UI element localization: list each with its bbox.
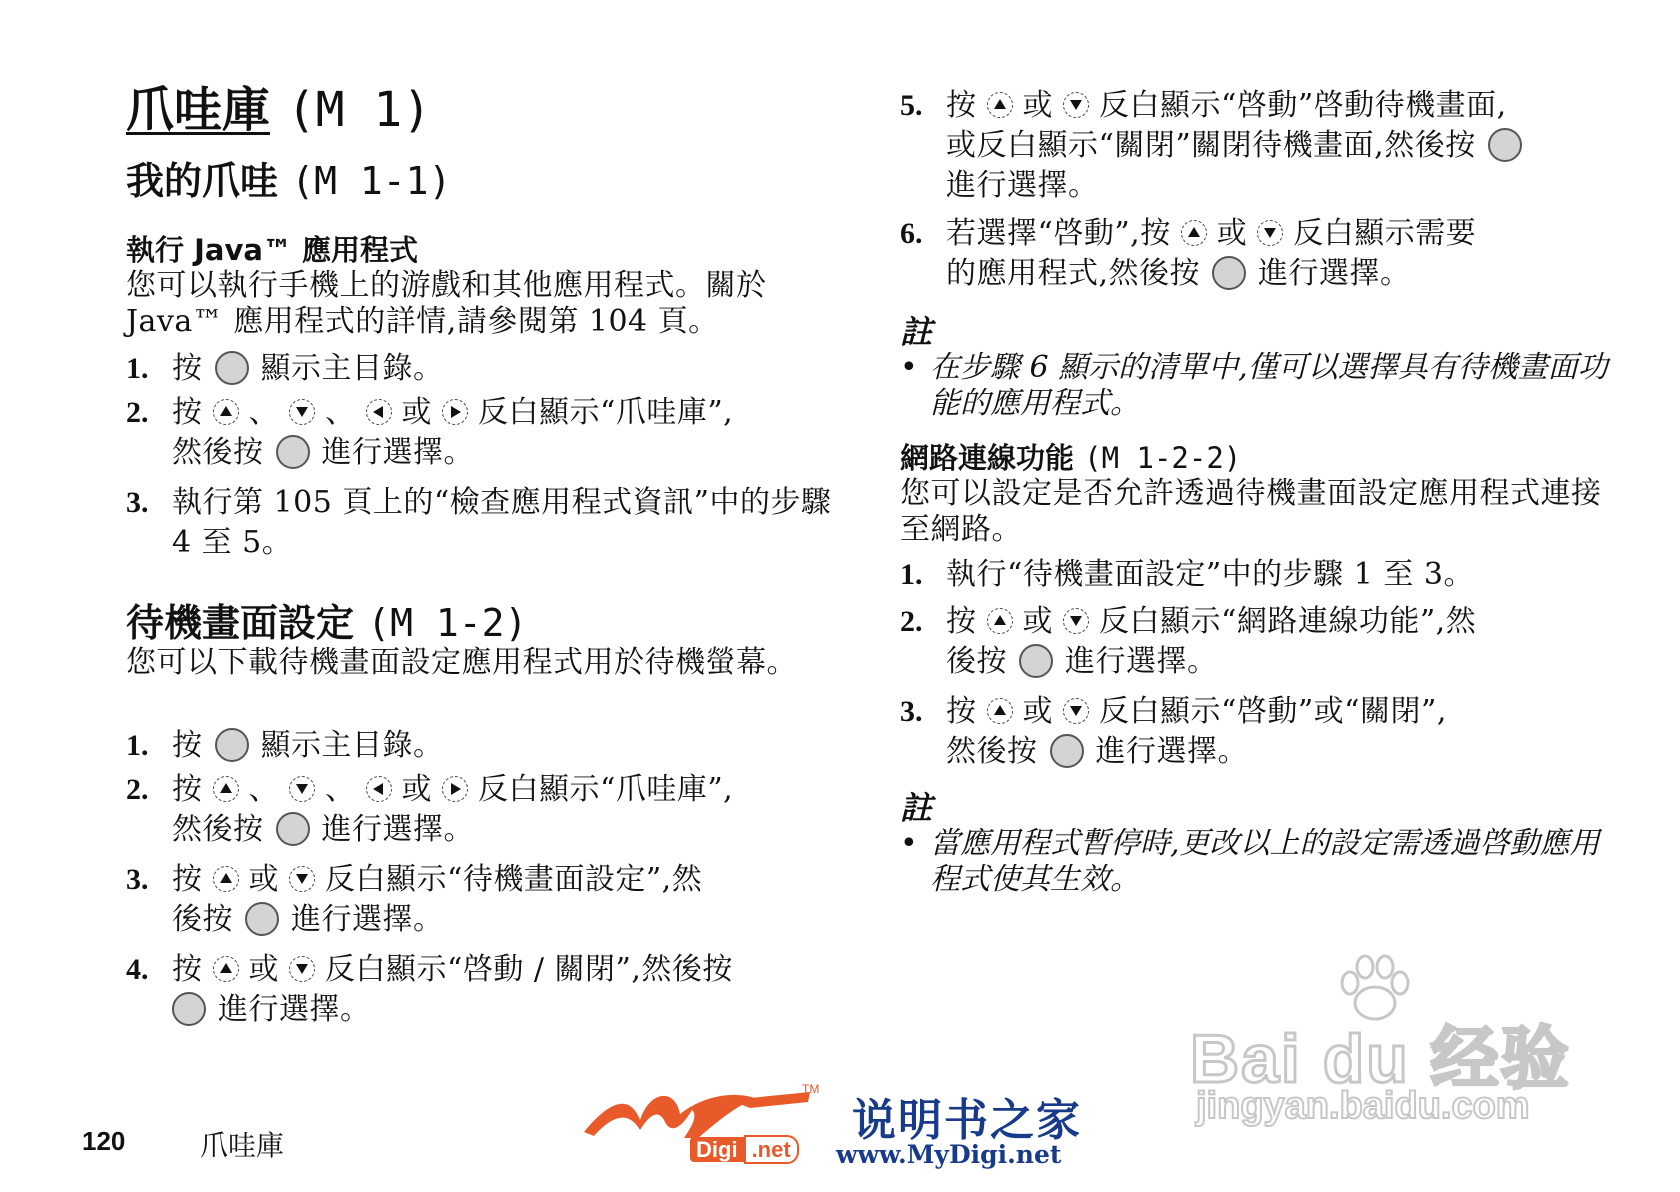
nav-left-icon: [366, 399, 392, 425]
select-key-icon: [1488, 128, 1522, 162]
nav-down-icon: [1063, 92, 1089, 118]
nav-up-icon: [987, 92, 1013, 118]
standby-step-6: 6. 若選擇“啓動”,按 或 反白顯示需要 的應用程式,然後按 進行選擇。: [900, 216, 1477, 291]
page-title: 爪哇庫 (M 1): [126, 82, 432, 138]
subheading-network: 網路連線功能 (M 1-2-2): [900, 441, 1242, 475]
nav-up-icon: [987, 608, 1013, 634]
section-heading-my-java: 我的爪哇 (M 1-1): [126, 159, 452, 203]
nav-up-icon: [213, 866, 239, 892]
note-item: • 當應用程式暫停時,更改以上的設定需透過啓動應用程式使其生效。: [900, 826, 1600, 897]
select-key-icon: [1212, 256, 1246, 290]
step-3: 3. 執行第 105 頁上的“檢查應用程式資訊”中的步驟 4 至 5。: [126, 485, 832, 560]
note-heading: 註: [900, 313, 933, 351]
subheading-run-java: 執行 Java™ 應用程式: [126, 233, 419, 267]
select-key-icon: [215, 351, 249, 385]
nav-down-icon: [289, 956, 315, 982]
note-item: • 在步驟 6 顯示的清單中,僅可以選擇具有待機畫面功能的應用程式。: [900, 350, 1608, 421]
select-key-icon: [245, 902, 279, 936]
network-step-1: 1. 執行“待機畫面設定”中的步驟 1 至 3。: [900, 557, 1474, 592]
nav-down-icon: [289, 866, 315, 892]
select-key-icon: [276, 435, 310, 469]
standby-step-5: 5. 按 或 反白顯示“啓動”啓動待機畫面, 或反白顯示“關閉”關閉待機畫面,然後按 進行選擇。: [900, 86, 1612, 206]
watermark-brand: Bai du 经验: [1190, 1021, 1571, 1097]
section-heading-standby: 待機畫面設定 (M 1-2): [126, 601, 528, 645]
baidu-watermark: [1190, 945, 1590, 1135]
note-heading: 註: [900, 789, 933, 827]
select-key-icon: [1050, 734, 1084, 768]
nav-down-icon: [289, 776, 315, 802]
nav-up-icon: [213, 956, 239, 982]
standby-paragraph: 您可以下載待機畫面設定應用程式用於待機螢幕。: [126, 645, 797, 680]
nav-down-icon: [289, 399, 315, 425]
standby-step-2: 2. 按 、 、 或 反白顯示“爪哇庫”, 然後按 進行選擇。: [126, 772, 734, 847]
page-number: 120: [82, 1126, 126, 1156]
select-key-icon: [215, 728, 249, 762]
standby-step-4: 4. 按 或 反白顯示“啓動 / 關閉”,然後按 進行選擇。: [126, 952, 733, 1027]
nav-up-icon: [987, 698, 1013, 724]
nav-up-icon: [213, 776, 239, 802]
network-paragraph: 您可以設定是否允許透過待機畫面設定應用程式連接至網路。: [900, 476, 1602, 547]
step-1: 1. 按 顯示主目錄。: [126, 351, 444, 386]
footer-section-name: 爪哇庫: [200, 1129, 285, 1162]
nav-down-icon: [1257, 220, 1283, 246]
nav-down-icon: [1063, 698, 1089, 724]
logo-chinese-name: 说明书之家: [852, 1095, 1082, 1146]
watermark-site: jingyan.baidu.com: [1196, 1085, 1530, 1127]
select-key-icon: [1019, 644, 1053, 678]
intro-paragraph: 您可以執行手機上的游戲和其他應用程式。關於 Java™ 應用程式的詳情,請參閱第 104 頁。: [126, 268, 767, 339]
nav-right-icon: [442, 399, 468, 425]
mydigi-swoosh-icon: [580, 1080, 830, 1140]
nav-up-icon: [1181, 220, 1207, 246]
network-step-2: 2. 按 或 反白顯示“網路連線功能”,然 後按 進行選擇。: [900, 604, 1477, 679]
standby-step-1: 1. 按 顯示主目錄。: [126, 728, 444, 763]
standby-step-3: 3. 按 或 反白顯示“待機畫面設定”,然 後按 進行選擇。: [126, 862, 703, 937]
step-2: 2. 按 、 、 或 反白顯示“爪哇庫”, 然後按 進行選擇。: [126, 395, 734, 470]
mydigi-net-badge: Digi .net: [690, 1136, 799, 1164]
network-step-3: 3. 按 或 反白顯示“啓動”或“關閉”, 然後按 進行選擇。: [900, 694, 1447, 769]
nav-right-icon: [442, 776, 468, 802]
nav-down-icon: [1063, 608, 1089, 634]
nav-up-icon: [213, 399, 239, 425]
select-key-icon: [172, 992, 206, 1026]
nav-left-icon: [366, 776, 392, 802]
logo-url: www.MyDigi.net: [836, 1140, 1062, 1169]
select-key-icon: [276, 812, 310, 846]
mydigi-logo: TM Digi .net 说明书之家 www.MyDigi.net: [580, 1080, 1100, 1180]
